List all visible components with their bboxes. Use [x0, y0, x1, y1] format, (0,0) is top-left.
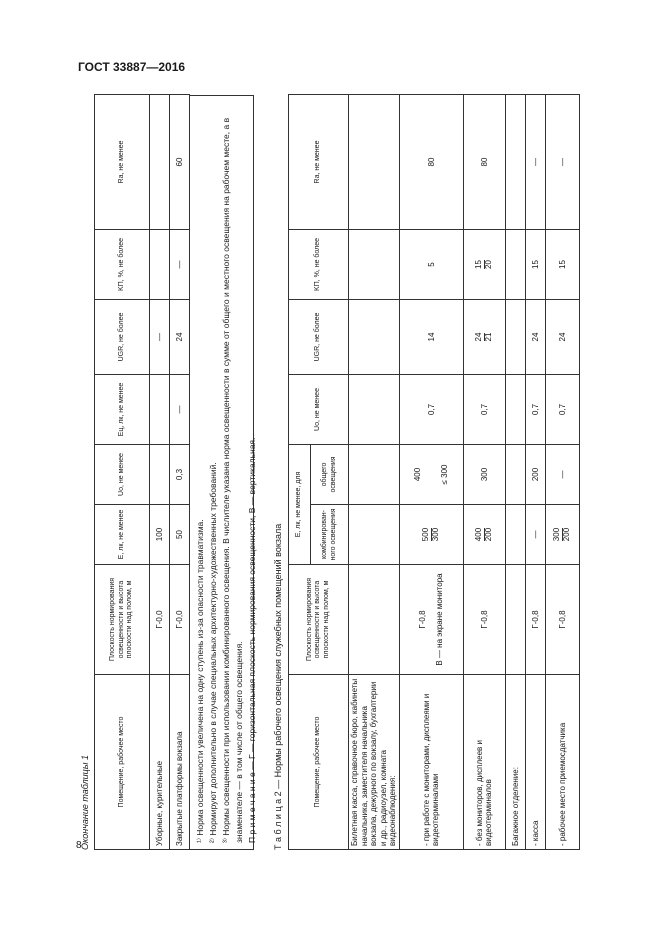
t2-h-plane: Плоскость нормирования освещенности и высота плоскости над полом, м: [289, 565, 349, 675]
t2-h-e: E, лк, не менее, для: [289, 444, 311, 564]
t2-cell: 24: [525, 299, 545, 374]
denominator: 200: [561, 527, 571, 542]
footnote-note: П р и м е ч а н и е — Г — горизонтальная плоскость нормирования освещенности, В — вертикальная.: [247, 437, 257, 843]
t2-h-comb: комбинирован-ного освещения: [311, 505, 349, 565]
t2-cell: [349, 299, 400, 374]
t1-cell: —: [170, 375, 190, 445]
page-number: 8: [76, 840, 82, 851]
t2-cell: - при работе с мониторами, дисплеями и видеотерминалами: [399, 675, 463, 850]
fraction: [553, 528, 572, 541]
t2-cell: [505, 374, 525, 444]
t1-cell: Закрытые платформы вокзала: [170, 675, 190, 850]
numerator: 15: [474, 260, 484, 269]
t2-cell: [399, 505, 463, 565]
t2-cell: [399, 444, 463, 504]
table-row: [505, 94, 525, 849]
t2-cell: 0,7: [463, 374, 505, 444]
t1-cell: Г-0,0: [150, 565, 170, 675]
t2-plane-v: В — на экране монитора: [435, 573, 445, 666]
t1-h-e: E, лк, не менее: [95, 505, 150, 565]
t2-cell: [349, 229, 400, 299]
t2-cell: [463, 505, 505, 565]
t1-h-plane: Плоскость нормирования освещенности и высота плоскости над полом, м: [95, 565, 150, 675]
t2-h-ugr: UGR, не более: [289, 299, 349, 374]
t1-cell: 60: [170, 95, 190, 230]
t1-h-ugr: UGR, не более: [95, 300, 150, 375]
t1-cell: —: [150, 300, 170, 375]
t1-cell: Уборные, курительные: [150, 675, 170, 850]
footnote-1: ¹⁾ Норма освещенности увеличена на одну ступень из-за опасности травматизма.: [195, 519, 205, 843]
t2-cell: 80: [463, 94, 505, 229]
t1-h-kp: KП, %, не более: [95, 230, 150, 300]
t1-cell: [150, 375, 170, 445]
t1-cell: 100: [150, 505, 170, 565]
table-row: [545, 94, 579, 849]
t1-cell: 0,3: [170, 445, 190, 505]
t1-cell: [150, 445, 170, 505]
t2-cell: [505, 94, 525, 229]
t2-cell: —: [525, 94, 545, 229]
t2-cell: [349, 444, 400, 504]
t2-cell: Билетная касса, справочное бюро, кабинеты начальника, заместителя начальника вокзала, дежурного по вокзалу, бухгалтерии и др., радиоузел, комната видеонаблюдения:: [349, 675, 400, 850]
t1-cell: —: [170, 230, 190, 300]
t2-gen-value-2: ≤ 300: [440, 464, 450, 485]
fraction: [475, 260, 494, 269]
table-row: [349, 94, 400, 849]
t2-cell: 24: [545, 299, 579, 374]
numerator: 300: [552, 527, 562, 542]
t2-h-uo: Uo, не менее: [289, 374, 349, 444]
t2-cell: [505, 444, 525, 504]
t1-cell: [150, 95, 170, 230]
t1-cell: [150, 230, 170, 300]
t2-cell: [349, 94, 400, 229]
t2-cell: [505, 565, 525, 675]
denominator: 20: [483, 260, 493, 269]
table2-caption: Т а б л и ц а 2 — Нормы рабочего освещения служебных помещений вокзала: [273, 523, 283, 850]
t2-cell: —: [525, 505, 545, 565]
t2-cell: [505, 229, 525, 299]
table-row: [463, 94, 505, 849]
denominator: 200: [483, 527, 493, 542]
t2-cell: 200: [525, 444, 545, 504]
t1-cell: 50: [170, 505, 190, 565]
t2-cell: 15: [545, 229, 579, 299]
t1-h-ra: Ra, не менее: [95, 95, 150, 230]
t2-cell: 0,7: [525, 374, 545, 444]
table-row: [525, 94, 545, 849]
t2-cell: Г-0,8: [525, 565, 545, 675]
footnote-2: ²⁾ Нормируют дополнительно в случае специальных архитектурно-художественных требований.: [208, 462, 218, 843]
t2-cell: [349, 505, 400, 565]
t2-cell: [463, 299, 505, 374]
t2-cell: - касса: [525, 675, 545, 850]
t1-h-ec: Eц, лк, не менее: [95, 375, 150, 445]
fraction: [475, 333, 494, 342]
numerator: 24: [474, 332, 484, 342]
t2-cell: 300: [463, 444, 505, 504]
t2-h-ra: Ra, не менее: [289, 94, 349, 229]
t1-cell: 24: [170, 300, 190, 375]
t2-cell: [545, 505, 579, 565]
t2-cell: [463, 229, 505, 299]
t2-cell: 80: [399, 94, 463, 229]
table-row: [150, 95, 170, 850]
document-title: ГОСТ 33887—2016: [78, 60, 186, 74]
t2-cell: 15: [525, 229, 545, 299]
numerator: 400: [474, 527, 484, 542]
t2-cell: Г-0,8: [545, 565, 579, 675]
rotated-content: [80, 95, 585, 850]
t2-cell: —: [545, 444, 579, 504]
t2-cell: 0,7: [399, 374, 463, 444]
t2-cell: Г-0,8: [463, 565, 505, 675]
table-row: [399, 94, 463, 849]
t2-cell: - рабочее место приемосдатчика: [545, 675, 579, 850]
fraction: [475, 528, 494, 541]
table1-caption: Окончание таблицы 1: [80, 755, 90, 850]
t1-h-uo: Uo, не менее: [95, 445, 150, 505]
table1: [94, 94, 190, 850]
t2-plane-h: Г-0,8: [417, 610, 427, 629]
numerator: 500: [421, 527, 431, 542]
t2-cell: [505, 299, 525, 374]
t2-cell: 5: [399, 229, 463, 299]
denominator: 21: [483, 332, 493, 342]
t2-cell: Багажное отделение:: [505, 675, 525, 850]
t2-h-room: Помещение, рабочее место: [289, 675, 349, 850]
footnotes: [190, 95, 257, 850]
table-row: [170, 95, 190, 850]
t2-h-gen: общего освещения: [311, 444, 349, 504]
t2-cell: [399, 565, 463, 675]
t2-cell: [349, 374, 400, 444]
t1-h-room: Помещение, рабочее место: [95, 675, 150, 850]
t2-cell: [349, 565, 400, 675]
t2-gen-value: 400: [412, 467, 422, 482]
denominator: 300: [430, 527, 440, 542]
t2-cell: —: [545, 94, 579, 229]
footnote-3: ³⁾ Нормы освещенности при использовании комбинированного освещения. В числителе указана норма освещенности в сумме от общего и местного освещения на рабочем месте, а в знаменателе — в том числе от общего освещения.: [221, 117, 244, 843]
t2-cell: - без мониторов, дисплеев и видеотерминалов: [463, 675, 505, 850]
t2-cell: [505, 505, 525, 565]
t2-cell: 14: [399, 299, 463, 374]
t2-cell: 0,7: [545, 374, 579, 444]
t2-h-kp: KП, %, не более: [289, 229, 349, 299]
t1-cell: Г-0,0: [170, 565, 190, 675]
table2: [288, 94, 580, 850]
fraction: [422, 528, 441, 541]
